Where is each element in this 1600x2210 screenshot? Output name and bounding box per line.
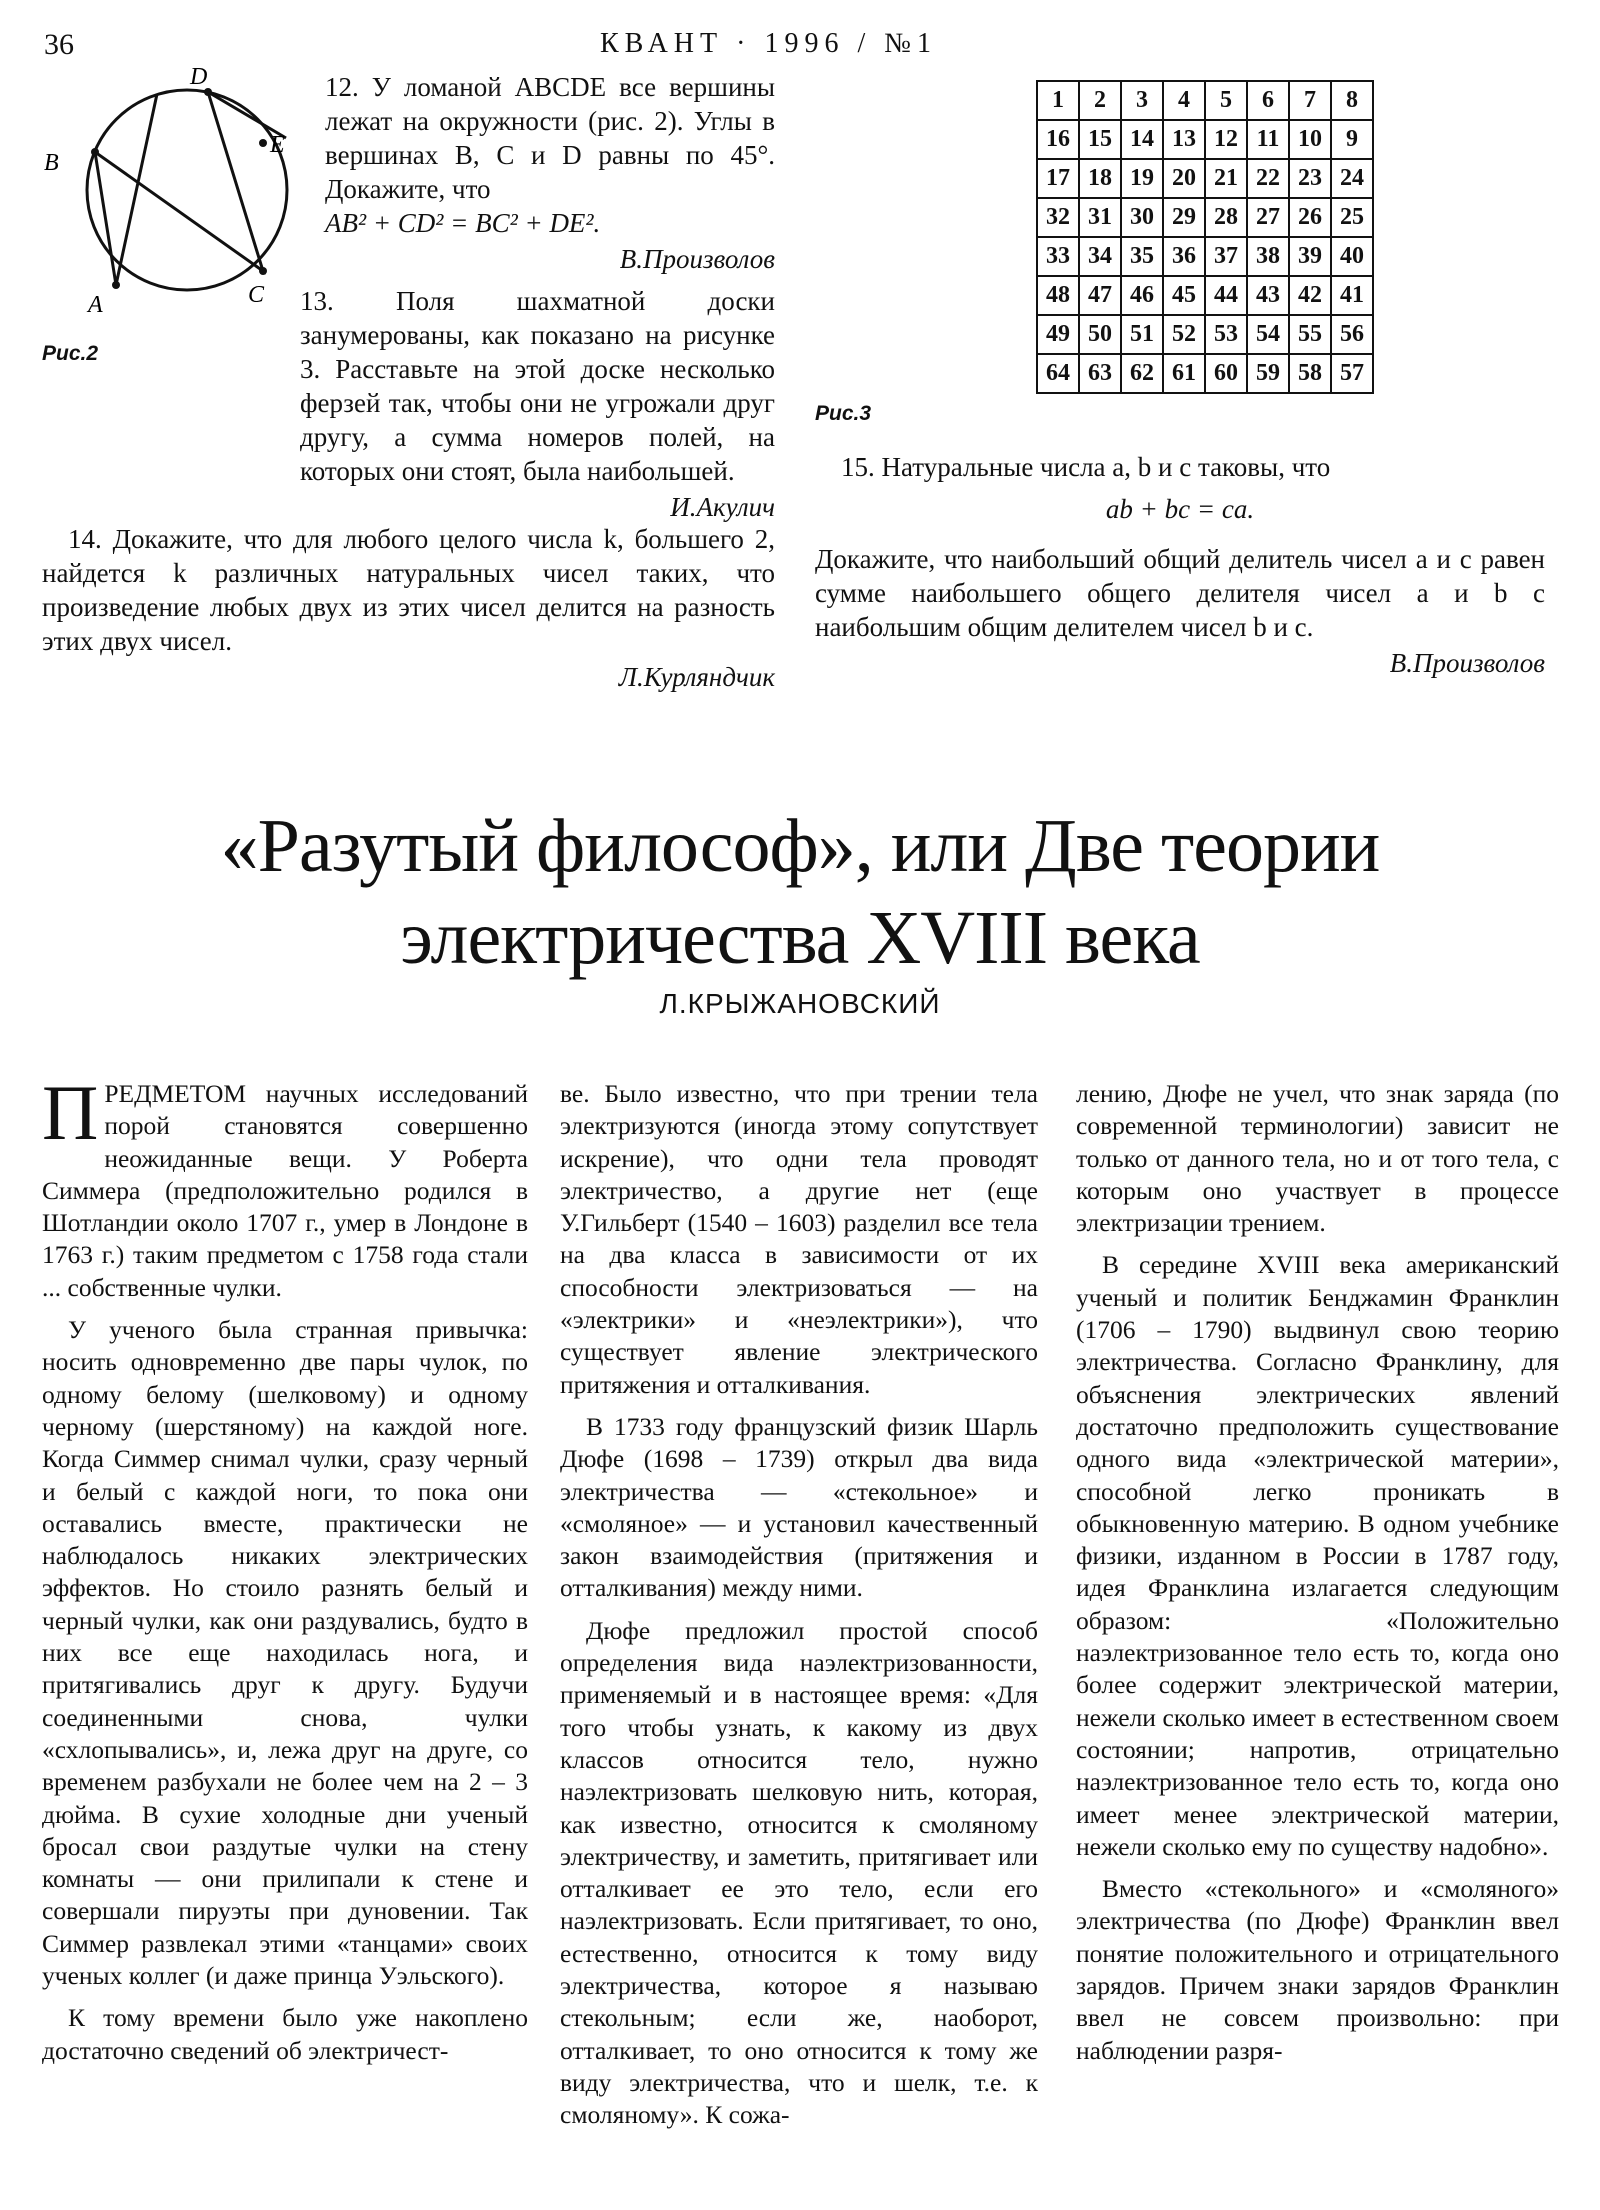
grid-cell: 63 (1079, 354, 1121, 393)
grid-cell: 1 (1037, 81, 1079, 120)
article-column-3 (1076, 1078, 1559, 2077)
figure-3-label: Рис.3 (815, 402, 872, 425)
grid-cell: 31 (1079, 198, 1121, 237)
col1-paragraph-2: У ученого была странная привычка: носить одновременно две пары чулок, по одному белому (шелковому) и одному черному (шерстяному) на каждой ноге. Когда Симмер снимал чулки, сразу черный и белый с каждой ноги, то пока они оставались вместе, практически не наблюдалось никаких электрических эффектов. Но стоило разнять белый и черный чулки, как они раздувались, будто в них все еще находилась нога, и притягивались друг к другу. Будучи соединенными снова, чулки «схлопывались», и, лежа друг на друге, со временем разбухали не более чем на 2 – 3 дюйма. В сухие холодные дни ученый бросал свои раздутые чулки на стену комнаты — они прилипали к стене и совершали пируэты при дуновении. Так Симмер развлекал этими «танцами» своих ученых коллег (и даже принца Уэльского). (42, 1315, 528, 1991)
col2-paragraph-3: Дюфе предложил простой способ определения вида наэлектризованности, применяемый и в настоящее время: «Для того чтобы узнать, к какому из двух классов относится тело, нужно наэлектризовать шелковую нить, которая, как известно, относится к смоляному электричеству, и заметить, притягивает или отталкивает ее это тело, если его наэлектризовать. Если притягивает, то оно, естественно, относится к тому виду электричества, которое я называю стекольным; если же, наоборот, отталкивает, то оно относится к тому же виду электричества, что и шелк, т.е. к смоляному». К сожа- (560, 1615, 1038, 2130)
label-d: D (190, 64, 208, 90)
grid-cell: 39 (1289, 237, 1331, 276)
article-column-2 (560, 1078, 1038, 2142)
article-column-1 (42, 1069, 528, 2077)
grid-cell: 44 (1205, 276, 1247, 315)
grid-cell: 59 (1247, 354, 1289, 393)
problem-14-author: Л.Курляндчик (618, 662, 775, 692)
drop-cap: П (42, 1069, 99, 1156)
grid-cell: 10 (1289, 120, 1331, 159)
grid-cell: 6 (1247, 81, 1289, 120)
grid-cell: 40 (1331, 237, 1373, 276)
col3-paragraph-3: Вместо «стекольного» и «смоляного» электричества (по Дюфе) Франклин ввел понятие положительного и отрицательного зарядов. Причем знаки зарядов Франклин ввел не совсем произвольно: при наблюдении разря- (1076, 1874, 1559, 2065)
problem-15-author: В.Произволов (1389, 648, 1545, 678)
figure-2-label: Рис.2 (42, 342, 99, 365)
grid-cell: 28 (1205, 198, 1247, 237)
grid-cell: 8 (1331, 81, 1373, 120)
grid-cell: 5 (1205, 81, 1247, 120)
grid-cell: 26 (1289, 198, 1331, 237)
grid-row (1037, 237, 1373, 276)
grid-cell: 18 (1079, 159, 1121, 198)
grid-cell: 2 (1079, 81, 1121, 120)
grid-row (1037, 159, 1373, 198)
grid-cell: 34 (1079, 237, 1121, 276)
grid-row (1037, 120, 1373, 159)
grid-cell: 25 (1331, 198, 1373, 237)
grid-cell: 58 (1289, 354, 1331, 393)
polyline-abcde (95, 92, 286, 285)
grid-cell: 3 (1121, 81, 1163, 120)
grid-cell: 9 (1331, 120, 1373, 159)
point-e (259, 139, 267, 147)
problem-12-text: 12. У ломаной ABCDE все вершины лежат на окружности (рис. 2). Углы в вершинах B, C и D равны по 45°. Докажите, что (325, 72, 775, 204)
grid-cell: 60 (1205, 354, 1247, 393)
grid-cell: 15 (1079, 120, 1121, 159)
grid-row (1037, 81, 1373, 120)
article-author: Л.КРЫЖАНОВСКИЙ (659, 988, 941, 1019)
grid-cell: 64 (1037, 354, 1079, 393)
article-title (0, 800, 1600, 984)
point-b (91, 148, 99, 156)
grid-cell: 4 (1163, 81, 1205, 120)
problem-15-text: Докажите, что наибольший общий делитель чисел a и c равен сумме наибольшего общего делителя чисел a и b с наибольшим общим делителем чисел b и c. (815, 544, 1545, 642)
grid-cell: 49 (1037, 315, 1079, 354)
grid-cell: 32 (1037, 198, 1079, 237)
grid-cell: 53 (1205, 315, 1247, 354)
problem-15 (815, 450, 1545, 679)
grid-cell: 29 (1163, 198, 1205, 237)
col2-paragraph-1: ве. Было известно, что при трении тела электризуются (иногда этому сопутствует искрение), что одни тела проводят электричество, а другие нет (еще У.Гильберт (1540 – 1603) разделил все тела на два класса в зависимости от их способности электризоваться — на «электрики» и «неэлектрики»), что существует явление электрического притяжения и отталкивания. (560, 1079, 1038, 1399)
grid-cell: 45 (1163, 276, 1205, 315)
label-b: B (44, 150, 59, 176)
problem-13 (42, 284, 775, 523)
grid-cell: 51 (1121, 315, 1163, 354)
article-title-line1: «Разутый философ», или Две теории (220, 804, 1380, 888)
grid-cell: 57 (1331, 354, 1373, 393)
problem-13-text: 13. Поля шахматной доски занумерованы, как показано на рисунке 3. Расставьте на этой доске несколько ферзей так, чтобы они не угрожали друг другу, а сумма номеров полей, на которых они стоят, была наибольшей. (300, 286, 775, 486)
grid-cell: 16 (1037, 120, 1079, 159)
grid-cell: 61 (1163, 354, 1205, 393)
grid-cell: 20 (1163, 159, 1205, 198)
grid-cell: 19 (1121, 159, 1163, 198)
grid-cell: 11 (1247, 120, 1289, 159)
label-c: C (248, 282, 265, 308)
grid-cell: 37 (1205, 237, 1247, 276)
grid-row (1037, 315, 1373, 354)
grid-cell: 50 (1079, 315, 1121, 354)
grid-cell: 21 (1205, 159, 1247, 198)
grid-cell: 12 (1205, 120, 1247, 159)
grid-cell: 7 (1289, 81, 1331, 120)
problem-13-author: И.Акулич (670, 492, 775, 522)
grid-cell: 41 (1331, 276, 1373, 315)
figure-3-grid (1036, 80, 1374, 394)
grid-row (1037, 354, 1373, 393)
grid-cell: 23 (1289, 159, 1331, 198)
grid-cell: 22 (1247, 159, 1289, 198)
grid-cell: 48 (1037, 276, 1079, 315)
col3-paragraph-1: лению, Дюфе не учел, что знак заряда (по современной терминологии) зависит не только от данного тела, но и от того тела, с которым оно участвует в процессе электризации трением. (1076, 1079, 1559, 1238)
col3-paragraph-2: В середине XVIII века американский ученый и политик Бенджамин Франклин (1706 – 1790) выдвинул свою теорию электричества. Согласно Франклину, для объяснения электрических явлений достаточно предположить существование одного вида «электрической материи», способной легко проникать в обыкновенную материю. В одном учебнике физики, изданном в России в 1787 году, идея Франклина излагается следующим образом: «Положительно наэлектризованное тело есть то, когда оно более содержит электрической материи, нежели сколько имеет в естественном своем состоянии; напротив, отрицательно наэлектризованное тело есть то, когда оно имеет менее электрической материи, нежели сколько ему по существу надобно». (1076, 1250, 1559, 1861)
grid-cell: 38 (1247, 237, 1289, 276)
label-e: E (270, 132, 285, 158)
problem-12-formula: AB² + CD² = BC² + DE². (325, 208, 601, 238)
problem-15-intro: 15. Натуральные числа a, b и c таковы, что (841, 452, 1331, 482)
col1-paragraph-1 (42, 1069, 528, 1304)
grid-cell: 17 (1037, 159, 1079, 198)
label-a: A (88, 292, 103, 318)
page-number: 36 (44, 28, 74, 61)
grid-cell: 36 (1163, 237, 1205, 276)
grid-cell: 27 (1247, 198, 1289, 237)
grid-row (1037, 198, 1373, 237)
grid-cell: 33 (1037, 237, 1079, 276)
grid-cell: 55 (1289, 315, 1331, 354)
grid-cell: 35 (1121, 237, 1163, 276)
grid-cell: 24 (1331, 159, 1373, 198)
col2-paragraph-2: В 1733 году французский физик Шарль Дюфе (1698 – 1739) открыл два вида электричества — «стекольное» и «смоляное» — и установил качественный закон взаимодействия (притяжения и отталкивания) между ними. (560, 1411, 1038, 1603)
running-head: КВАНТ · 1996 / №1 (600, 28, 937, 59)
problem-15-formula: ab + bc = ca. (1105, 494, 1255, 524)
grid-cell: 42 (1289, 276, 1331, 315)
grid-cell: 62 (1121, 354, 1163, 393)
col1-paragraph-1-text: РЕДМЕТОМ научных исследований порой становятся совершенно неожиданные вещи. У Роберта Симмера (предположительно родился в Шотландии около 1707 г., умер в Лондоне в 1763 г.) таким предметом с 1758 года стали ... собственные чулки. (42, 1079, 528, 1302)
article-title-line2: электричества XVIII века (400, 896, 1200, 980)
grid-cell: 30 (1121, 198, 1163, 237)
grid-cell: 46 (1121, 276, 1163, 315)
problem-14-text: 14. Докажите, что для любого целого числа k, большего 2, найдется k различных натуральных чисел таких, что произведение любых двух из этих чисел делится на разность этих двух чисел. (42, 524, 775, 656)
grid-cell: 52 (1163, 315, 1205, 354)
problem-14 (42, 522, 775, 693)
grid-cell: 54 (1247, 315, 1289, 354)
point-c (259, 267, 267, 275)
grid-cell: 13 (1163, 120, 1205, 159)
grid-cell: 47 (1079, 276, 1121, 315)
problem-12-author: В.Произволов (619, 244, 775, 274)
problem-12 (325, 70, 775, 275)
grid-cell: 56 (1331, 315, 1373, 354)
col1-paragraph-3: К тому времени было уже накоплено достаточно сведений об электричест- (42, 2003, 528, 2065)
grid-cell: 43 (1247, 276, 1289, 315)
grid-cell: 14 (1121, 120, 1163, 159)
grid-row (1037, 276, 1373, 315)
